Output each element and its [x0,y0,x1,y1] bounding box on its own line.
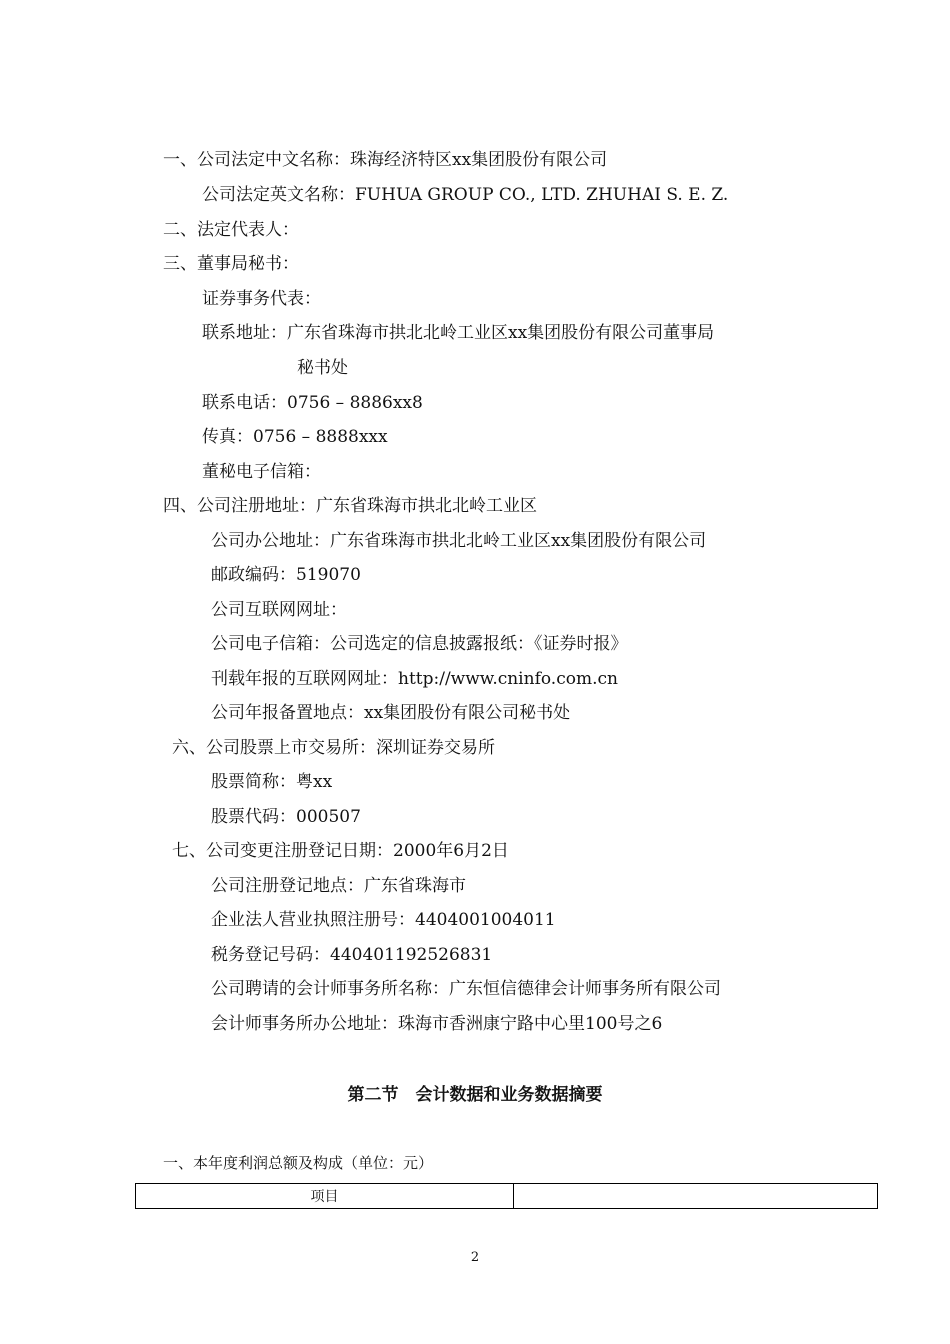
info-line-3: 二、法定代表人： [163,220,299,240]
info-line-25: 公司聘请的会计师事务所名称：广东恒信德律会计师事务所有限公司 [211,979,721,999]
profit-table [135,1183,878,1209]
info-line-10: 董秘电子信箱： [202,462,321,482]
table-header-row [136,1184,878,1209]
info-line-17: 公司年报备置地点：xx集团股份有限公司秘书处 [211,703,571,723]
info-line-16: 刊载年报的互联网网址：http://www.cninfo.com.cn [211,669,618,689]
table-header-cell-item: 项目 [136,1184,514,1209]
section-subheading: 一、本年度利润总额及构成（单位：元） [163,1154,434,1172]
info-line-11: 四、公司注册地址：广东省珠海市拱北北岭工业区 [163,496,537,516]
info-line-7: 秘书处 [297,358,348,378]
info-line-5: 证券事务代表： [202,289,321,309]
table-header-cell-value [514,1184,878,1209]
info-line-13: 邮政编码：519070 [211,565,361,585]
info-line-22: 公司注册登记地点：广东省珠海市 [211,876,466,896]
info-line-9: 传真：0756 – 8888xxx [202,427,388,447]
page-number: 2 [470,1250,480,1265]
info-line-21: 七、公司变更注册登记日期：2000年6月2日 [172,841,509,861]
info-line-18: 六、公司股票上市交易所：深圳证券交易所 [172,738,495,758]
info-line-26: 会计师事务所办公地址：珠海市香洲康宁路中心里100号之6 [211,1014,663,1034]
info-line-2: 公司法定英文名称：FUHUA GROUP CO., LTD. ZHUHAI S. E. Z. [202,185,729,205]
info-line-8: 联系电话：0756 – 8886xx8 [202,393,423,413]
info-line-12: 公司办公地址：广东省珠海市拱北北岭工业区xx集团股份有限公司 [211,531,707,551]
info-line-14: 公司互联网网址： [211,600,347,620]
info-line-23: 企业法人营业执照注册号：4404001004011 [211,910,556,930]
info-line-1: 一、公司法定中文名称：珠海经济特区xx集团股份有限公司 [163,150,608,170]
info-line-24: 税务登记号码：440401192526831 [211,945,493,965]
section-heading: 第二节 会计数据和业务数据摘要 [347,1085,603,1105]
info-line-19: 股票简称：粤xx [211,772,333,792]
info-line-15: 公司电子信箱：公司选定的信息披露报纸：《证券时报》 [211,634,628,654]
info-line-20: 股票代码：000507 [211,807,361,827]
info-line-4: 三、董事局秘书： [163,254,299,274]
info-line-6: 联系地址：广东省珠海市拱北北岭工业区xx集团股份有限公司董事局 [202,323,715,343]
